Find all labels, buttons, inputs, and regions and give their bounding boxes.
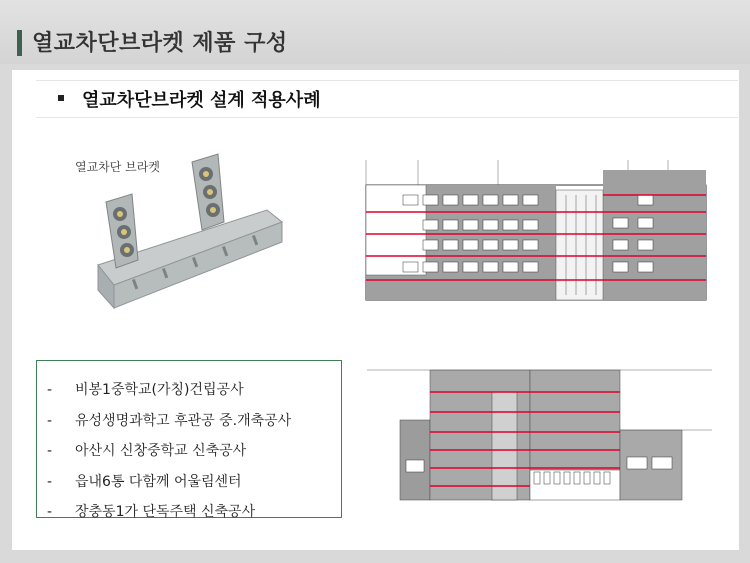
project-list: [37, 361, 341, 528]
elevation-drawing-top: [358, 140, 723, 302]
list-item: [47, 436, 341, 467]
dash-marker: -: [47, 443, 53, 459]
bracket-label: 열교차단 브라켓: [75, 160, 160, 174]
dash-marker: -: [47, 473, 53, 490]
bullet-icon: [58, 95, 64, 101]
project-name: 비봉1중학교(가칭)건립공사: [75, 382, 244, 398]
divider: [36, 117, 738, 118]
slide-title: 열교차단브라켓 제품 구성: [32, 31, 288, 56]
project-name: 유성생명과학고 후관공 중.개축공사: [75, 412, 292, 429]
project-name: 읍내6통 다함께 어울림센터: [75, 473, 242, 490]
dash-marker: -: [47, 504, 53, 520]
section-subtitle: 열교차단브라켓 설계 적용사례: [82, 90, 321, 111]
title-accent-bar: [17, 30, 22, 56]
dash-marker: -: [47, 382, 53, 398]
project-name: 장충동1가 단독주택 신축공사: [75, 504, 256, 520]
divider: [36, 80, 738, 81]
list-item: [47, 406, 341, 437]
list-item: [47, 497, 341, 528]
list-item: [47, 467, 341, 498]
slide-header: [0, 0, 750, 64]
elevation-drawing-bottom: [362, 362, 720, 505]
list-item: [47, 375, 341, 406]
dash-marker: -: [47, 412, 53, 429]
project-list-box: [36, 360, 342, 518]
project-name: 아산시 신창중학교 신축공사: [75, 443, 247, 459]
